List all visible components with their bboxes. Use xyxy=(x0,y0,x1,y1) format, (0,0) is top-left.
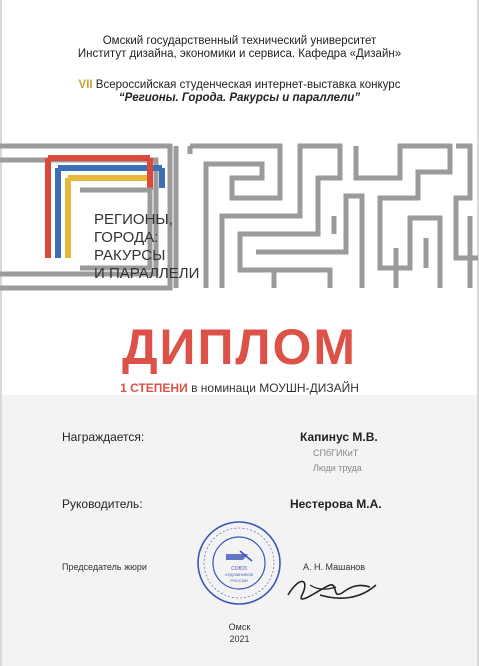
diploma-title: ДИПЛОМ xyxy=(121,319,358,375)
svg-text:СОЮЗ: СОЮЗ xyxy=(231,566,247,572)
awarded-label: Награждается: xyxy=(62,430,145,444)
logo-text-line4: И ПАРАЛЛЕЛИ xyxy=(94,265,200,282)
contest-title: “Регионы. Города. Ракурсы и параллели” xyxy=(118,92,361,104)
work-title: Люди труда xyxy=(313,463,362,473)
footer-city: Омск xyxy=(228,622,251,632)
chair-signature xyxy=(280,565,380,615)
contest-roman-number: VII xyxy=(78,79,93,91)
degree-line xyxy=(0,381,479,395)
jury-label: Председатель жюри xyxy=(62,562,147,572)
organization-stamp xyxy=(196,520,282,606)
svg-text:ХУДОЖНИКОВ: ХУДОЖНИКОВ xyxy=(224,572,254,577)
contest-line xyxy=(0,79,479,91)
nomination-label: в номинаци МОУШН-ДИЗАЙН xyxy=(187,381,359,395)
maze-banner xyxy=(0,138,479,298)
university-name: Омский государственный технический университет xyxy=(102,35,377,47)
jury-chair-name: А. Н. Машанов xyxy=(303,562,366,572)
supervisor-name: Нестерова М.А. xyxy=(290,497,382,511)
logo-text-line3: РАКУРСЫ xyxy=(94,247,166,264)
svg-text:РОССИИ: РОССИИ xyxy=(230,578,248,583)
footer-year: 2021 xyxy=(229,634,250,644)
awardee-institution: СПбГИКиТ xyxy=(313,448,359,458)
awardee-name: Капинус М.В. xyxy=(300,430,378,444)
degree-label: 1 СТЕПЕНИ xyxy=(120,381,188,395)
supervisor-label: Руководитель: xyxy=(62,497,143,511)
institute-name: Институт дизайна, экономики и сервиса. Кафедра «Дизайн» xyxy=(77,48,402,60)
logo-text-line2: ГОРОДА: xyxy=(94,229,159,246)
contest-description: Всероссийская студенческая интернет-выставка конкурс xyxy=(92,79,401,91)
logo-text-line1: РЕГИОНЫ, xyxy=(94,211,173,228)
